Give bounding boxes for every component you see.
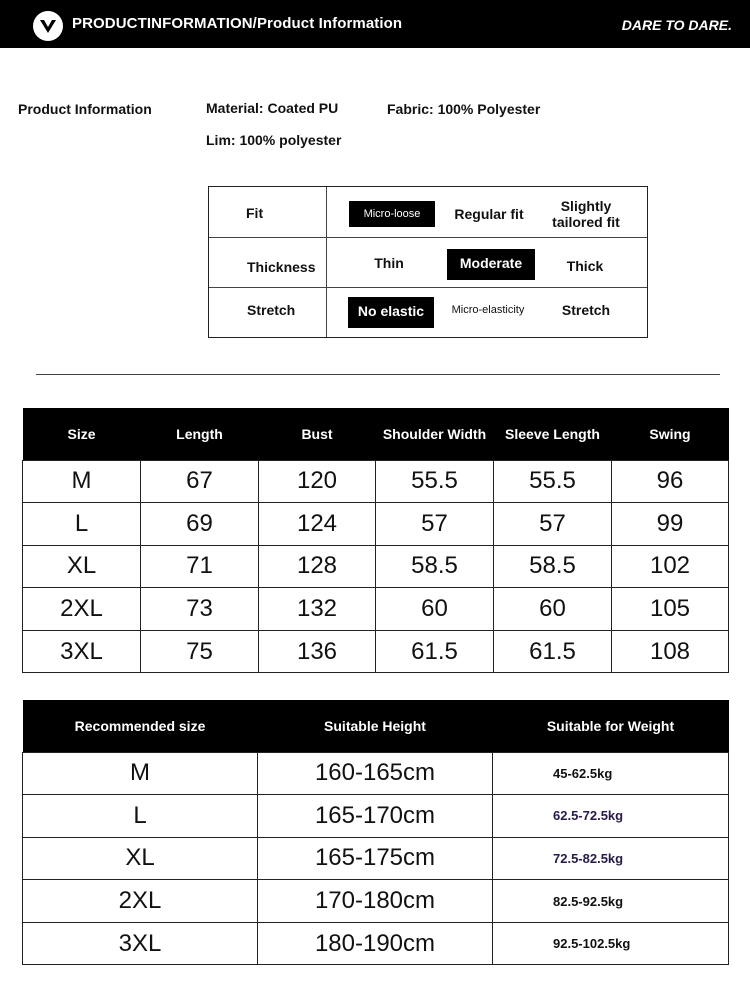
table-cell: 61.5	[494, 630, 612, 673]
table-cell: 62.5-72.5kg	[493, 795, 729, 838]
column-header: Length	[141, 408, 259, 460]
table-cell: 165-175cm	[258, 837, 493, 880]
table-cell: M	[23, 460, 141, 503]
attribute-row-thickness	[209, 238, 647, 288]
table-cell: 55.5	[376, 460, 494, 503]
table-cell: 71	[141, 545, 259, 588]
brand-logo-icon	[33, 11, 63, 41]
option-thick: Thick	[566, 258, 604, 274]
column-header: Sleeve Length	[494, 408, 612, 460]
option-stretch: Stretch	[561, 302, 611, 318]
table-cell: 165-170cm	[258, 795, 493, 838]
fabric-text: Fabric: 100% Polyester	[387, 101, 541, 117]
table-row	[23, 588, 729, 631]
column-header: Recommended size	[23, 700, 258, 752]
brand-slogan: DARE TO DARE.	[621, 17, 732, 33]
table-cell: 108	[612, 630, 729, 673]
attribute-panel	[208, 186, 648, 338]
option-slightly-tailored: Slightly tailored fit	[552, 198, 620, 230]
table-cell: 3XL	[23, 922, 258, 965]
option-thin: Thin	[374, 255, 404, 271]
table-cell: 2XL	[23, 588, 141, 631]
table-cell: 61.5	[376, 630, 494, 673]
table-cell: L	[23, 795, 258, 838]
column-header: Swing	[612, 408, 729, 460]
table-cell: XL	[23, 837, 258, 880]
table-row	[23, 545, 729, 588]
table-cell: 124	[259, 503, 376, 546]
attribute-label: Thickness	[247, 259, 316, 275]
table-cell: 120	[259, 460, 376, 503]
table-cell: 60	[376, 588, 494, 631]
attribute-label: Fit	[246, 205, 264, 221]
table-row	[23, 795, 729, 838]
table-row	[23, 837, 729, 880]
header-bar	[0, 0, 750, 48]
table-cell: 99	[612, 503, 729, 546]
recommended-size-table	[22, 700, 729, 965]
lining-text: Lim: 100% polyester	[206, 132, 342, 148]
column-header: Suitable for Weight	[493, 700, 729, 752]
material-text: Material: Coated PU	[206, 100, 339, 116]
option-regular-fit: Regular fit	[454, 206, 524, 222]
table-cell: 67	[141, 460, 259, 503]
table-cell: 69	[141, 503, 259, 546]
column-header: Bust	[259, 408, 376, 460]
table-cell: 45-62.5kg	[493, 752, 729, 795]
table-cell: 75	[141, 630, 259, 673]
table-cell: 102	[612, 545, 729, 588]
table-cell: 57	[376, 503, 494, 546]
table-cell: 82.5-92.5kg	[493, 880, 729, 923]
column-header: Size	[23, 408, 141, 460]
table-cell: 72.5-82.5kg	[493, 837, 729, 880]
option-micro-elasticity: Micro-elasticity	[451, 304, 525, 316]
option-no-elastic: No elastic	[348, 297, 434, 328]
table-cell: L	[23, 503, 141, 546]
table-cell: 180-190cm	[258, 922, 493, 965]
table-row	[23, 503, 729, 546]
table-header-row	[23, 700, 729, 752]
table-cell: 60	[494, 588, 612, 631]
column-header: Suitable Height	[258, 700, 493, 752]
option-micro-loose: Micro-loose	[349, 201, 435, 227]
table-header-row	[23, 408, 729, 460]
table-row	[23, 922, 729, 965]
table-cell: 128	[259, 545, 376, 588]
table-cell: 55.5	[494, 460, 612, 503]
attribute-row-fit	[209, 187, 647, 238]
table-cell: 57	[494, 503, 612, 546]
option-moderate: Moderate	[447, 249, 535, 280]
table-row	[23, 752, 729, 795]
table-cell: XL	[23, 545, 141, 588]
table-cell: M	[23, 752, 258, 795]
table-cell: 170-180cm	[258, 880, 493, 923]
section-divider	[36, 374, 720, 375]
table-cell: 58.5	[494, 545, 612, 588]
attribute-label: Stretch	[247, 302, 296, 318]
table-cell: 73	[141, 588, 259, 631]
table-cell: 105	[612, 588, 729, 631]
table-cell: 96	[612, 460, 729, 503]
column-header: Shoulder Width	[376, 408, 494, 460]
size-chart-table	[22, 408, 729, 673]
table-row	[23, 460, 729, 503]
table-cell: 2XL	[23, 880, 258, 923]
table-row	[23, 630, 729, 673]
table-cell: 160-165cm	[258, 752, 493, 795]
attribute-row-stretch	[209, 288, 647, 337]
product-info-label: Product Information	[18, 101, 152, 117]
table-cell: 58.5	[376, 545, 494, 588]
table-cell: 132	[259, 588, 376, 631]
table-row	[23, 880, 729, 923]
table-cell: 3XL	[23, 630, 141, 673]
table-cell: 136	[259, 630, 376, 673]
page-title: PRODUCTINFORMATION/Product Information	[72, 15, 403, 32]
table-cell: 92.5-102.5kg	[493, 922, 729, 965]
